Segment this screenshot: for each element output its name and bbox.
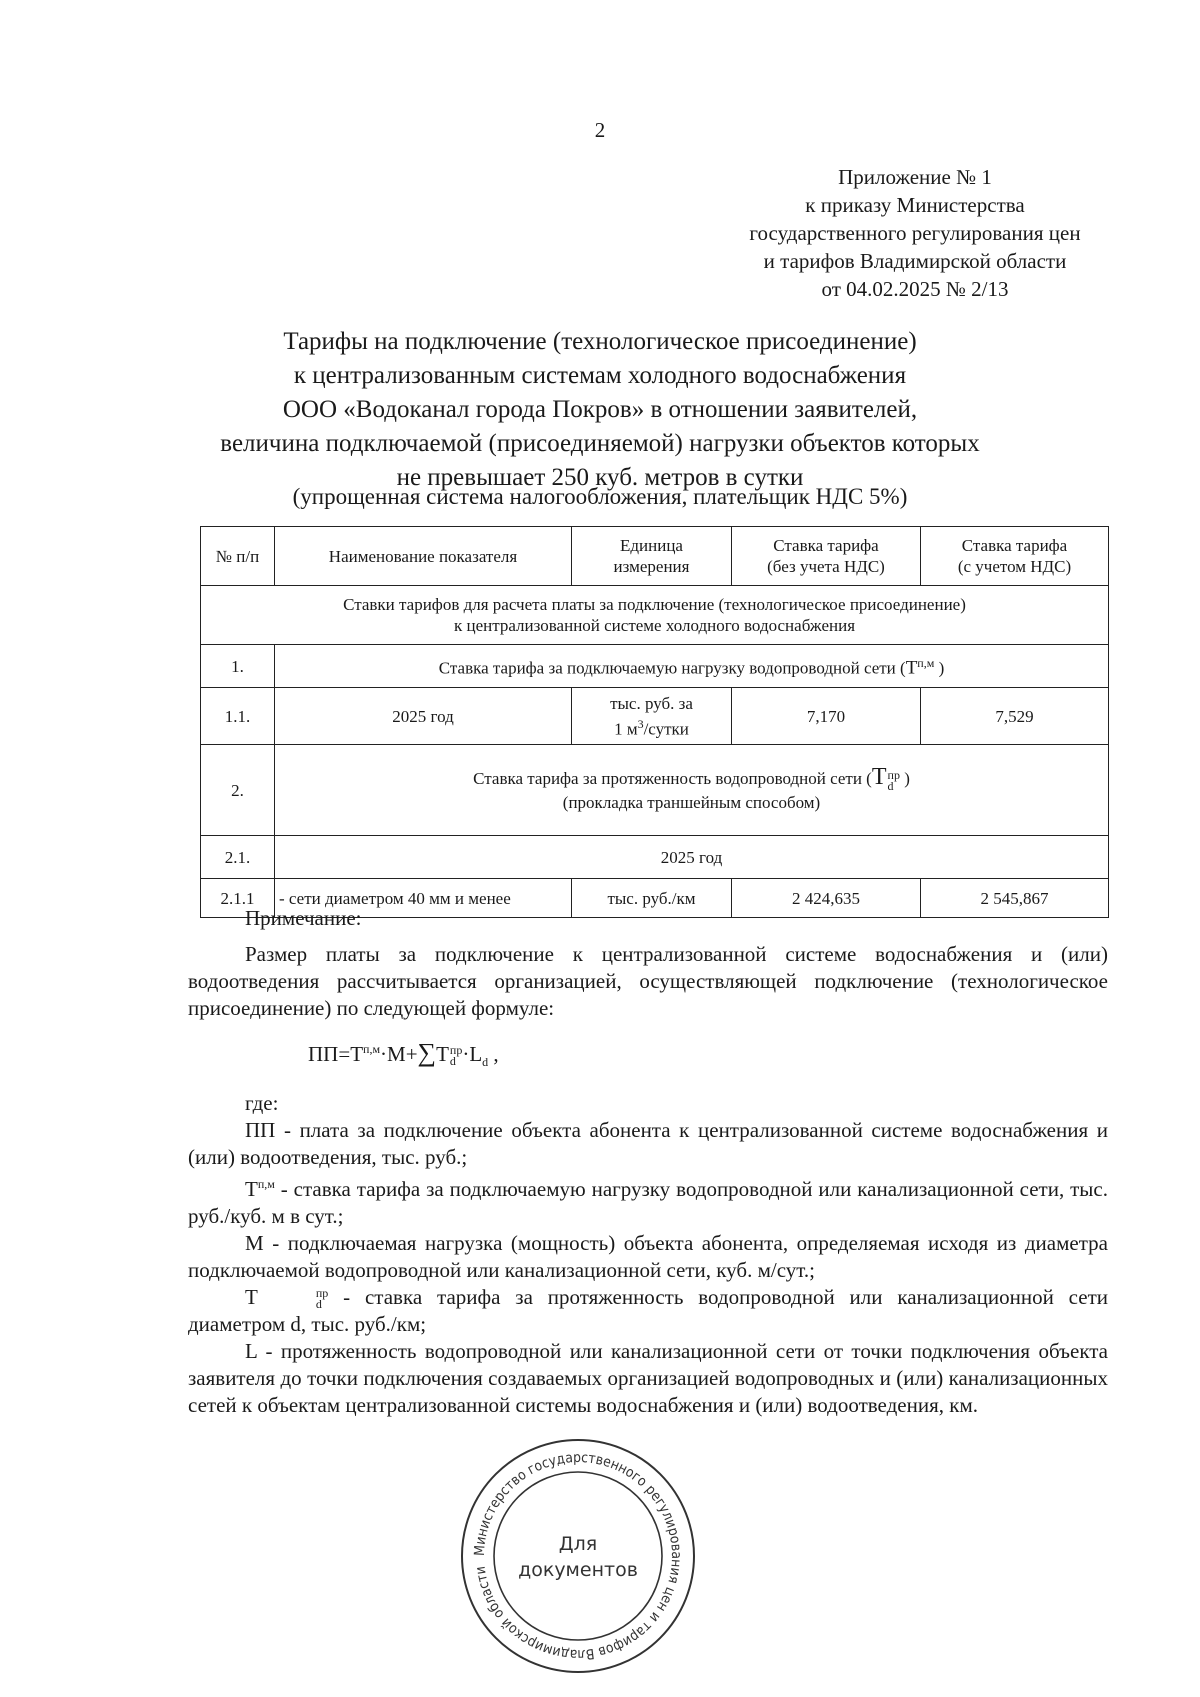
note-definition-l: L - протяженность водопроводной или канализационной сети от точки подключения объекта заявителя до точки подключения создаваемых организацией водопроводных и (или) канализационных сетей к объектам централизованной системы водоснабжения и (или) водоотведения, км. <box>188 1339 1108 1418</box>
appendix-block <box>740 163 1090 303</box>
section-line: к централизованной системе холодного водоснабжения <box>453 616 856 635</box>
def-symbol-sub: d <box>315 1297 322 1312</box>
row-caption: 2025 год <box>275 836 1109 879</box>
header-unit-line: Единица <box>620 536 683 555</box>
table-header-row <box>201 527 1109 586</box>
payment-formula <box>308 1036 1108 1076</box>
tariff-symbol-indices <box>887 767 900 793</box>
row-num: 1. <box>201 645 275 688</box>
formula-sub: d <box>449 1054 456 1069</box>
table-row <box>201 645 1109 688</box>
note-intro: Размер платы за подключение к централизованной системе водоснабжения и (или) водоотведения рассчитывается организацией, осуществляющей подключение (технологическое присоединение) по следующей формуле: <box>188 942 1108 1020</box>
formula-sub: d <box>482 1055 489 1070</box>
note-definition-tdpr <box>188 1284 1108 1338</box>
row-rate-vat: 2 545,867 <box>921 879 1109 918</box>
tariff-symbol: Т <box>905 657 918 679</box>
row-caption-text: Ставка тарифа за протяженность водопроводной сети ( <box>473 769 872 789</box>
title-line: не превышает 250 куб. метров в сутки <box>396 464 804 491</box>
stamp-ring-text <box>472 1450 684 1662</box>
stamp-outer-ring <box>462 1440 694 1672</box>
title-line: величина подключаемой (присоединяемой) нагрузки объектов которых <box>220 430 980 457</box>
header-unit <box>572 527 732 586</box>
row-caption <box>275 645 1109 688</box>
formula-indices <box>450 1045 462 1067</box>
table-row <box>201 836 1109 879</box>
def-symbol-indices <box>259 1288 328 1310</box>
appendix-line: и тарифов Владимирской области <box>763 249 1067 273</box>
row-num: 2.1.1 <box>201 879 275 918</box>
def-text: - ставка тарифа за протяженность водопроводной или канализационной сети диаметром d, тыс. руб./км; <box>188 1285 1108 1337</box>
row-num: 1.1. <box>201 688 275 745</box>
header-rate-line: (с учетом НДС) <box>957 557 1072 576</box>
row-name: - сети диаметром 40 мм и менее <box>275 879 572 918</box>
note-section <box>188 905 1108 1419</box>
def-text: - ставка тарифа за подключаемую нагрузку водопроводной или канализационной сети, тыс. руб./куб. м в сут.; <box>188 1177 1108 1229</box>
header-unit-line: измерения <box>613 557 690 576</box>
table-section-row <box>201 586 1109 645</box>
row-num: 2. <box>201 745 275 836</box>
appendix-line: к приказу Министерства <box>805 193 1025 217</box>
note-heading: Примечание: <box>245 906 362 930</box>
note-where: где: <box>245 1091 279 1116</box>
header-rate-line: Ставка тарифа <box>773 536 879 555</box>
row-caption-close: ) <box>938 658 945 678</box>
title-line: ООО «Водоканал города Покров» в отношении заявителей, <box>282 396 918 423</box>
formula-part: ·М+ <box>380 1042 418 1066</box>
stamp-center-line: документов <box>518 1559 638 1581</box>
header-name: Наименование показателя <box>275 527 572 586</box>
unit-part: 1 м <box>614 719 638 739</box>
note-definition-pp: ПП - плата за подключение объекта абонента к централизованной системе водоснабжения и (или) водоотведения, тыс. руб.; <box>188 1118 1108 1170</box>
table-row <box>201 745 1109 836</box>
page-number: 2 <box>594 118 606 142</box>
appendix-line: Приложение № 1 <box>838 165 992 189</box>
formula-part: ПП <box>308 1042 339 1066</box>
unit-line: тыс. руб. за <box>610 693 693 713</box>
row-caption-line <box>279 764 1104 793</box>
def-symbol-sup: пр <box>315 1286 329 1301</box>
header-rate-no-vat <box>732 527 921 586</box>
def-symbol-sup: п,м <box>257 1177 275 1192</box>
row-num: 2.1. <box>201 836 275 879</box>
header-rate-line: Ставка тарифа <box>961 536 1068 555</box>
row-caption-close: ) <box>904 769 910 789</box>
def-symbol: Т <box>245 1177 258 1202</box>
title-line: Тарифы на подключение (технологическое присоединение) <box>283 328 917 355</box>
formula-part: = <box>338 1042 351 1066</box>
official-stamp <box>458 1436 698 1676</box>
section-line: Ставки тарифов для расчета платы за подключение (технологическое присоединение) <box>343 595 966 614</box>
unit-part: /сутки <box>643 719 689 739</box>
row-rate-vat: 7,529 <box>921 688 1109 745</box>
stamp-ring-textpath: Министерство государственного регулирования цен и тарифов Владимирской области <box>471 1449 685 1663</box>
formula-part: ·L <box>462 1042 483 1066</box>
formula-part: Т <box>436 1042 449 1066</box>
row-name: 2025 год <box>275 688 572 745</box>
row-unit <box>572 688 732 745</box>
tariff-symbol-sup: пр <box>887 767 900 782</box>
note-definition-m: М - подключаемая нагрузка (мощность) объекта абонента, определяемая исходя из диаметра подключаемой водопроводной или канализационной сети, куб. м/сут.; <box>188 1231 1108 1283</box>
formula-part: , <box>493 1042 499 1066</box>
tariff-symbol-sup: п,м <box>917 656 935 671</box>
header-num: № п/п <box>201 527 275 586</box>
appendix-line: государственного регулирования цен <box>749 221 1081 245</box>
unit-line <box>576 714 727 740</box>
title-line: к централизованным системам холодного водоснабжения <box>293 362 907 389</box>
row-rate-no-vat: 2 424,635 <box>732 879 921 918</box>
row-caption-line: (прокладка траншейным способом) <box>562 792 821 812</box>
table-row <box>201 688 1109 745</box>
tariff-table <box>200 526 1109 918</box>
formula-sum: ∑ <box>417 1038 437 1067</box>
formula-sup: п,м <box>363 1042 381 1056</box>
unit-sup: 3 <box>637 716 644 731</box>
row-caption-text: Ставка тарифа за подключаемую нагрузку водопроводной сети ( <box>438 658 906 678</box>
tariff-symbol-sub: d <box>887 778 894 793</box>
row-unit: тыс. руб./км <box>572 879 732 918</box>
tariff-symbol: Т <box>871 764 887 791</box>
header-rate-vat <box>921 527 1109 586</box>
formula-sup: пр <box>449 1043 463 1058</box>
row-caption <box>275 745 1109 836</box>
row-rate-no-vat: 7,170 <box>732 688 921 745</box>
appendix-date-line: от 04.02.2025 № 2/13 <box>821 277 1009 301</box>
header-rate-line: (без учета НДС) <box>767 557 885 576</box>
stamp-inner-ring <box>494 1472 662 1640</box>
formula-part: Т <box>350 1042 364 1066</box>
def-symbol: Т <box>245 1285 258 1310</box>
document-title <box>100 325 1100 495</box>
section-title <box>201 586 1109 645</box>
document-subtitle: (упрощенная система налогообложения, плательщик НДС 5%) <box>292 484 908 509</box>
stamp-center-line: Для <box>558 1533 598 1555</box>
note-definition-tpm <box>188 1171 1108 1230</box>
